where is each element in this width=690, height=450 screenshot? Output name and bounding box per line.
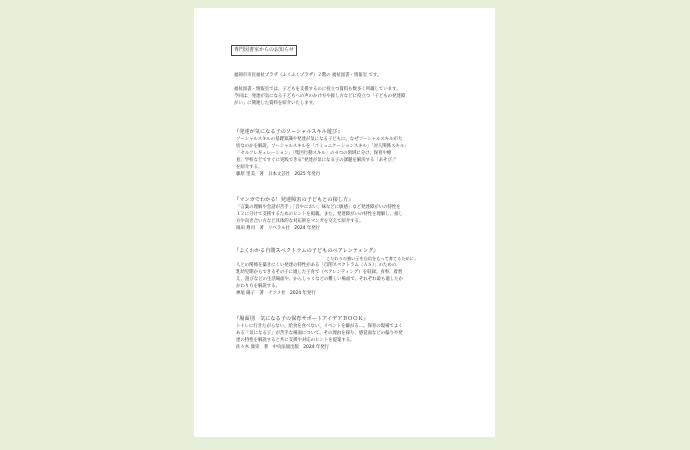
document-page: [194, 8, 495, 437]
book-meta: 岡田 尊司 著 リベラル社 2024 年発行: [236, 226, 320, 231]
book-entry-4: [234, 315, 456, 351]
book-desc-line: を紹介する。: [236, 165, 263, 170]
book-title: 『よくわかる自閉スペクトラムの子どものペアレンティング』: [234, 248, 379, 254]
book-desc-line: 方や向き合い方など具体的な対応術をマンガを交えて紹介する。: [236, 219, 364, 224]
book-entry-1: [234, 128, 456, 178]
book-desc-line: かわり方を解説する。: [236, 284, 280, 289]
book-title: 『発達が気になる子のソーシャルスキル遊び』: [234, 129, 343, 135]
book-desc-line: 育、学校などですぐに実践できる“発達が気になる子の課題を解決する「あそび」”: [236, 158, 397, 163]
book-desc-line: ある「気になる子」が苦手な場面について、その理由を探り、感覚面などの偏りや発: [236, 331, 403, 336]
intro-line: がい」に関連した資料を紹介いたします。: [234, 101, 318, 106]
book-desc-line: 達の特性を解説すると共に支援や対応のヒントを提案する。: [236, 338, 355, 343]
book-desc-line: 人との関係を築きにくい発達の特性がある「自閉スペクトラム（ＡＳ）」のための、: [236, 263, 401, 268]
intro-line: 福祉図書・情報室では、子どもを支援するのに役立つ資料も数多く所蔵しています。: [234, 87, 401, 92]
book-title: 『マンガでわかる！発達障害の子どもとの接し方』: [234, 197, 354, 203]
book-desc-line: 「セルフレギュレーション」「集団行動スキル」の４つの領域に分け、保育や療: [236, 151, 392, 156]
book-meta: 神尾 陽子 著 ナツメ社 2024 年発行: [236, 291, 316, 296]
header-tag: 専門図書室からのお知らせ: [231, 45, 297, 56]
book-desc-line: 「言葉の理解や会話が苦手」「音やにおい、味などに敏感」など発達障がいの特性を: [236, 205, 401, 210]
book-title: 『場面別 気になる子の保育サポートアイデアＢＯＯＫ』: [234, 316, 369, 322]
book-entry-2: [234, 196, 456, 232]
intro-section: [234, 72, 456, 107]
book-desc-line: ソーシャルスキルの基礎知識や発達が気になる子どもに、なぜソーシャルスキルが大: [236, 137, 403, 142]
intro-line: 今回は、発達が気になる子どもへの声のかけ方や接し方などに役立つ「子どもの発達障: [234, 94, 406, 99]
intro-line: 福岡市市民福祉プラザ（ふくふくプラザ）２階の 福祉図書・情報室 です。: [234, 73, 382, 78]
book-desc-line: １２に分けて支援するためのヒントを掲載。また、発達障がいの特性を理解し、接し: [236, 212, 403, 217]
book-entry-3: [234, 247, 456, 297]
book-meta: 佐々木 康栄 著 中央法規出版 2024 年発行: [236, 345, 329, 350]
book-desc-line: え、遊びなどの生活場面や、かんしゃくなどの難しい場面で、それぞれ最も適したか: [236, 277, 403, 282]
book-desc-line: 乳幼児期からできるその子に適した子育て（ペアレンティング）を収録。食事、着替: [236, 270, 403, 275]
book-desc-line: 切なのかを解説。ソーシャルスキルを「コミュニケーションスキル」「対人関係スキル」: [236, 144, 409, 149]
book-meta: 藤原 里美 著 日本文芸社 2025 年発行: [236, 172, 321, 177]
book-subtitle: こだわりの強い子を自信をもって育てるために」: [326, 256, 419, 261]
book-desc-line: トイレに行きたがらない、給食を食べない、イベントを嫌がる…。保育の現場でよく: [236, 324, 403, 329]
